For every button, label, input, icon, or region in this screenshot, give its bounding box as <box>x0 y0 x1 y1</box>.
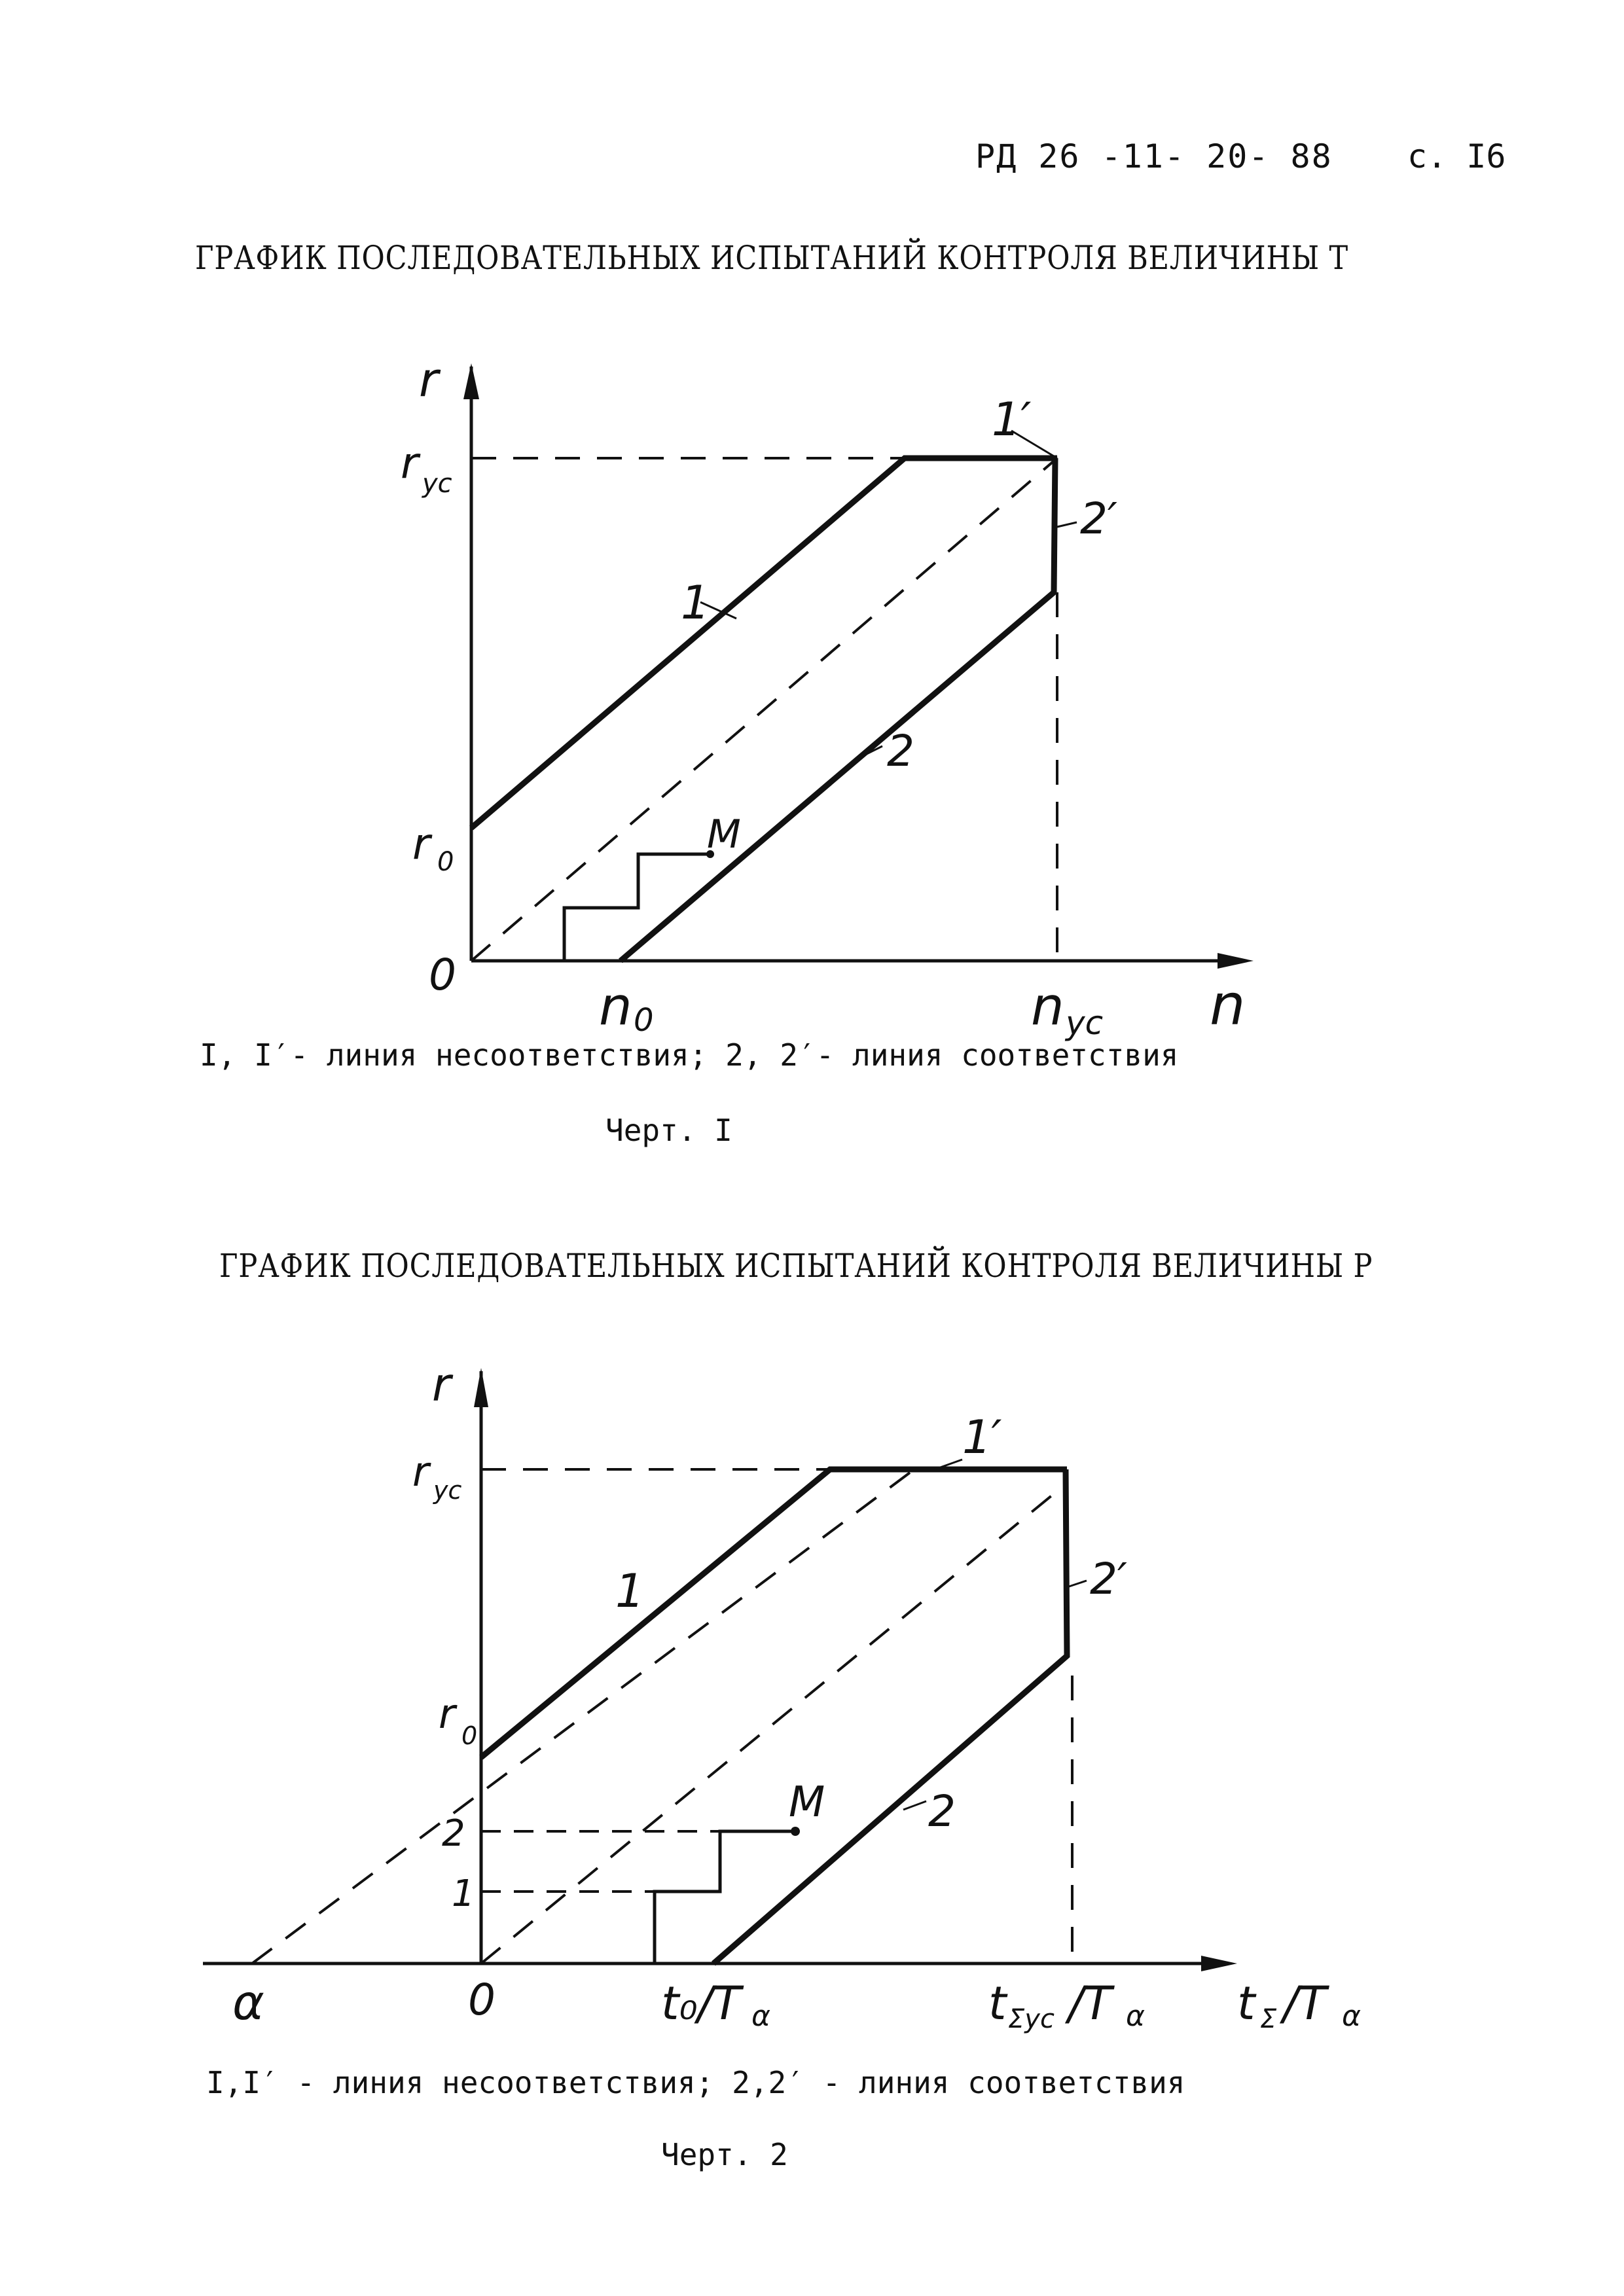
figure1-origin-label: 0 <box>429 950 456 1000</box>
figure2-r0-subscript: 0 <box>461 1721 478 1750</box>
figure1-line1p-label: 1′ <box>992 393 1032 446</box>
figure1-n-yc-label: n <box>1031 976 1064 1037</box>
figure2-line1-label: 1 <box>615 1564 645 1618</box>
figure1-line2p-label: 2′ <box>1080 493 1117 544</box>
figure2-alpha-label: α <box>232 1975 264 2031</box>
figure1-m-label: M <box>707 812 741 857</box>
figure1-x-axis-label: n <box>1210 973 1246 1038</box>
figure2-line2p-label: 2′ <box>1090 1554 1127 1604</box>
figure2-t-yc-tail: /T <box>1068 1977 1112 2030</box>
figure2-diagonal-upper <box>252 1473 910 1964</box>
figure1-r0-subscript: 0 <box>437 847 454 877</box>
figure1-r0-label: r <box>412 819 431 869</box>
figure1-n-yc-subscript: ус <box>1066 1004 1104 1042</box>
figure1-y-axis-label: r <box>419 352 439 407</box>
figure2-t-yc-subscript: Σус <box>1008 2004 1055 2034</box>
figure2-x-axis-label: t <box>1237 1977 1255 2030</box>
figure2-x-arrowhead <box>1201 1956 1237 1971</box>
figure2-t0-subscript: α <box>751 2000 771 2033</box>
figure1-title: ГРАФИК ПОСЛЕДОВАТЕЛЬНЫХ ИСПЫТАНИЙ КОНТРОЛЯ ВЕЛИЧИНЫ Т <box>195 239 1349 277</box>
figure2-y-arrowhead <box>474 1368 488 1407</box>
figure1-n0-label: n <box>599 976 632 1037</box>
figure2-x-axis-tail: /T <box>1283 1977 1327 2030</box>
figure2-t-yc-tail-subscript: α <box>1126 2000 1146 2033</box>
figure2-x-axis-subscript: Σ <box>1260 2004 1277 2034</box>
figure2-caption: Черт. 2 <box>661 2137 788 2172</box>
figure1-r-yc-subscript: ус <box>422 469 452 499</box>
figure2-r-yc-label: r <box>412 1448 429 1496</box>
figure2-staircase <box>655 1831 795 1964</box>
figure2-tick1-label: 1 <box>452 1873 475 1915</box>
figure2-line2-label: 2 <box>928 1786 956 1837</box>
figure1-n0-subscript: 0 <box>634 1002 654 1039</box>
figure1-line2-label: 2 <box>887 726 914 776</box>
figure2-origin-label: 0 <box>468 1975 496 2025</box>
figure2-y-axis-label: r <box>432 1358 451 1412</box>
figure2-t-yc-label: t <box>988 1977 1007 2030</box>
figure2-line1p-label: 1′ <box>962 1410 1002 1464</box>
figure2-tick2-label: 2 <box>442 1812 465 1855</box>
page-number: с. I6 <box>1407 137 1506 175</box>
figure1-caption: Черт. I <box>605 1113 732 1148</box>
figure1-r-yc-label: r <box>401 438 419 488</box>
document-code: РД 26 -11- 20- 88 <box>975 137 1333 175</box>
figure2-t0-label: t₀/T <box>661 1977 741 2030</box>
figure2-legend: I,I′ - линия несоответствия; 2,2′ - линия соответствия <box>206 2065 1185 2100</box>
figure2-r0-label: r <box>439 1690 456 1738</box>
figure2-title: ГРАФИК ПОСЛЕДОВАТЕЛЬНЫХ ИСПЫТАНИЙ КОНТРОЛЯ ВЕЛИЧИНЫ Р <box>219 1247 1373 1285</box>
figure2-line2 <box>713 1469 1067 1964</box>
figure2-m-label: M <box>789 1778 825 1827</box>
figure2-line2-leader <box>903 1801 926 1810</box>
figure2-line2p-leader <box>1067 1581 1087 1587</box>
figure2-r-yc-subscript: ус <box>433 1476 462 1505</box>
figure2-x-axis-tail-subscript: α <box>1342 2000 1362 2033</box>
figure2-diagonal-lower <box>481 1486 1064 1964</box>
figure1-line1-label: 1 <box>681 576 710 630</box>
figure2-point-m <box>791 1827 800 1836</box>
figure1-legend: I, I′- линия несоответствия; 2, 2′- линия соответствия <box>200 1037 1179 1073</box>
figure2-line1 <box>481 1469 1067 1757</box>
